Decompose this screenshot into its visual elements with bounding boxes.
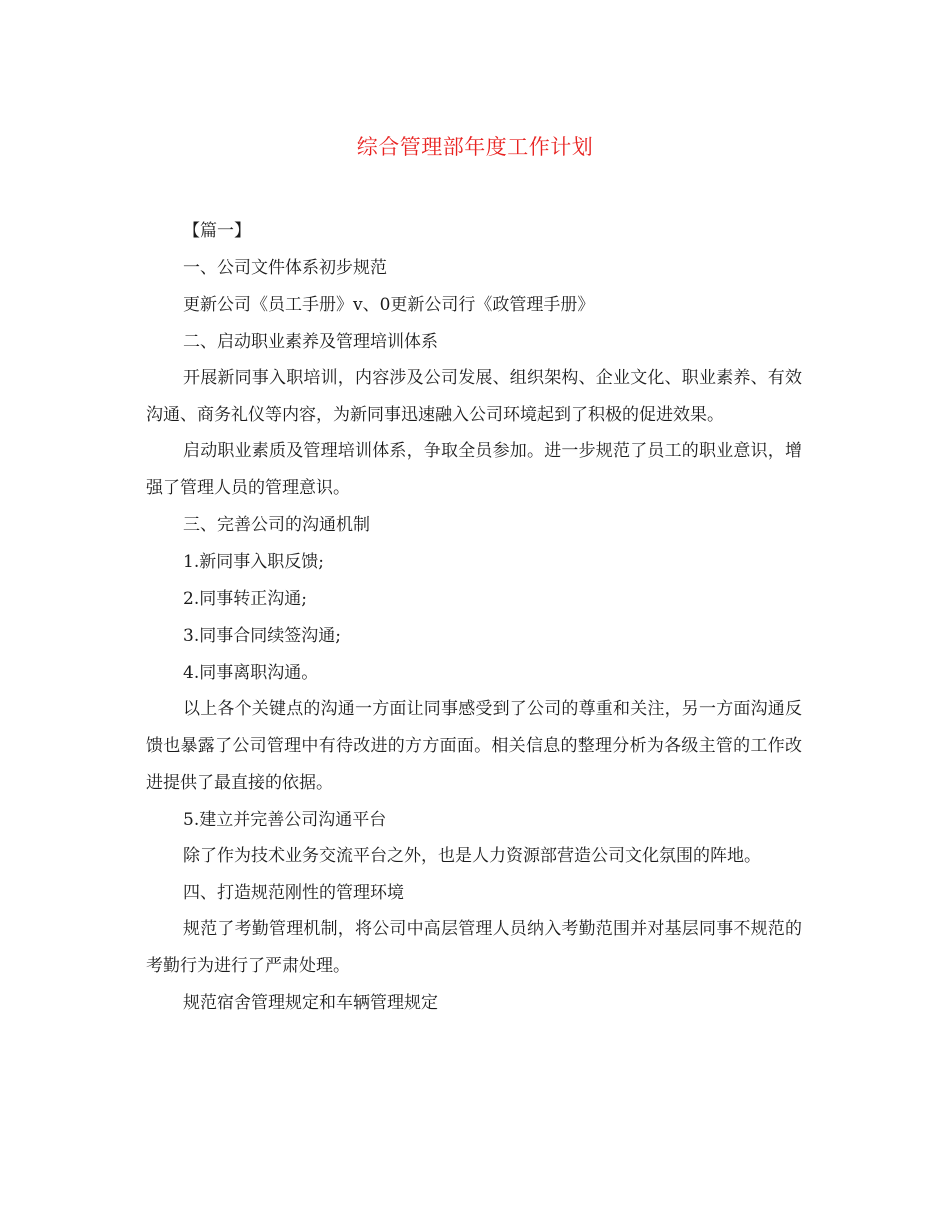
- paragraph: 除了作为技术业务交流平台之外，也是人力资源部营造公司文化氛围的阵地。: [183, 846, 761, 866]
- section-heading: 四、打造规范刚性的管理环境: [183, 883, 404, 903]
- section-heading: 三、完善公司的沟通机制: [183, 515, 370, 535]
- paragraph: 更新公司《员工手册》v、0更新公司行《政管理手册》: [183, 295, 595, 315]
- list-item: 3.同事合同续签沟通;: [183, 626, 341, 646]
- paragraph: 规范宿舍管理规定和车辆管理规定: [183, 993, 438, 1013]
- list-item: 2.同事转正沟通;: [183, 589, 307, 609]
- document-body: [146, 218, 802, 1027]
- paragraph: 启动职业素质及管理培训体系，争取全员参加。进一步规范了员工的职业意识，增强了管理人员的管理意识。: [146, 441, 802, 498]
- section-heading: 一、公司文件体系初步规范: [183, 258, 387, 278]
- section-heading: 二、启动职业素养及管理培训体系: [183, 332, 438, 352]
- section-heading: 【篇一】: [183, 221, 251, 241]
- list-item: 4.同事离职沟通。: [183, 663, 319, 683]
- list-item: 5.建立并完善公司沟通平台: [183, 810, 387, 830]
- list-item: 1.新同事入职反馈;: [183, 552, 324, 572]
- document-title: 综合管理部年度工作计划: [356, 135, 594, 159]
- paragraph: 开展新同事入职培训，内容涉及公司发展、组织架构、企业文化、职业素养、有效沟通、商务礼仪等内容，为新同事迅速融入公司环境起到了积极的促进效果。: [146, 368, 802, 425]
- paragraph: 以上各个关键点的沟通一方面让同事感受到了公司的尊重和关注，另一方面沟通反馈也暴露了公司管理中有待改进的方方面面。相关信息的整理分析为各级主管的工作改进提供了最直接的依据。: [146, 699, 802, 793]
- paragraph: 规范了考勤管理机制，将公司中高层管理人员纳入考勤范围并对基层同事不规范的考勤行为进行了严肃处理。: [146, 919, 802, 976]
